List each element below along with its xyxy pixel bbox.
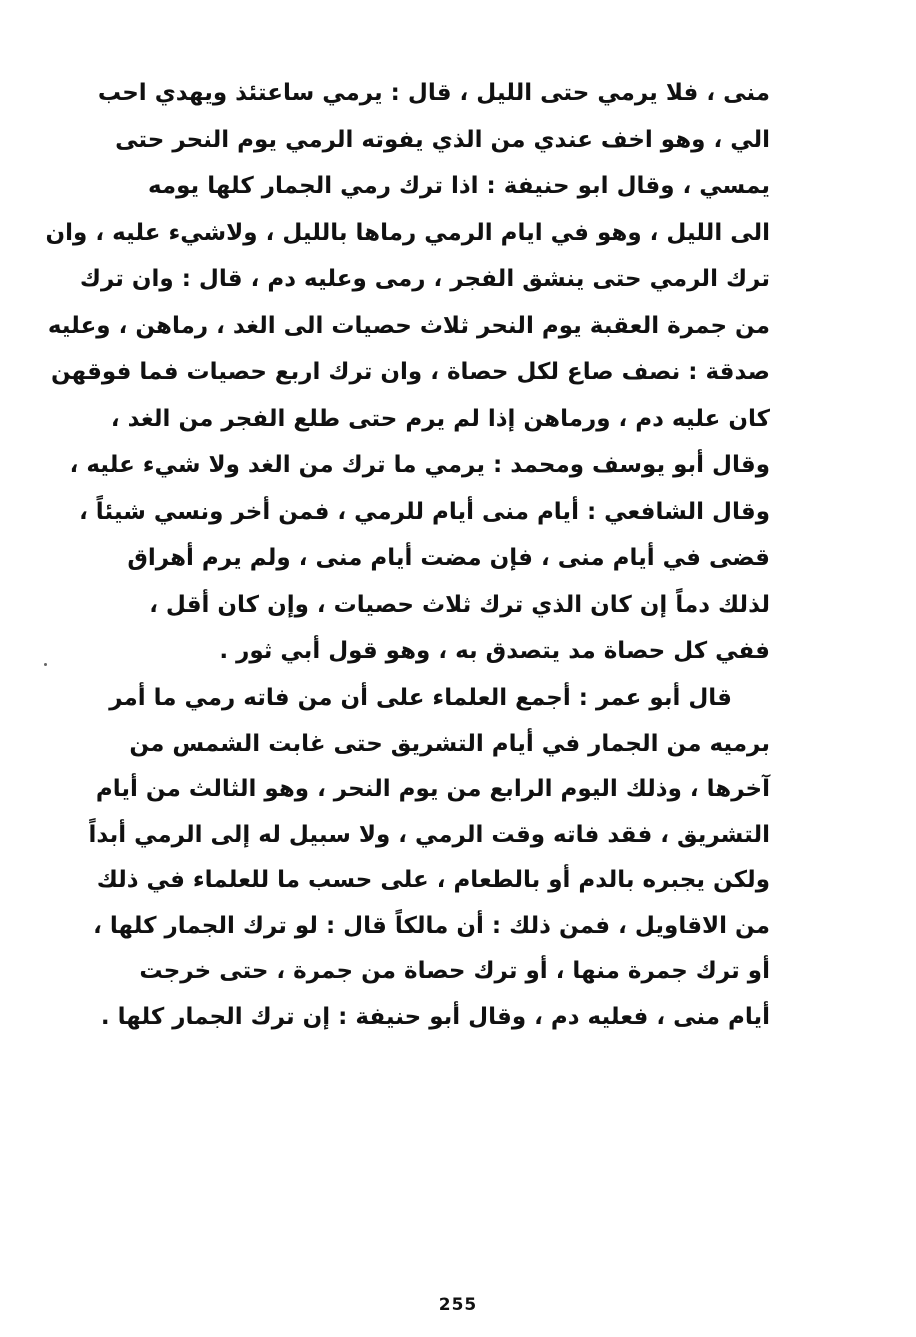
text-line: برميه من الجمار في أيام التشريق حتى غابت الشمس من xyxy=(129,730,770,757)
text-line: قال أبو عمر : أجمع العلماء على أن من فاته رمي ما أمر xyxy=(109,685,732,711)
text-line: من جمرة العقبة يوم النحر ثلاث حصيات الى الغد ، رماهن ، وعليه xyxy=(47,312,770,339)
text-line: ففي كل حصاة مد يتصدق به ، وهو قول أبي ثور . xyxy=(219,638,770,664)
text-line: الي ، وهو اخف عندي من الذي يفوته الرمي يوم النحر حتى xyxy=(115,126,770,153)
text-line: من الاقاويل ، فمن ذلك : أن مالكاً قال : لو ترك الجمار كلها ، xyxy=(93,912,770,939)
text-line: وقال الشافعي : أيام منى أيام للرمي ، فمن أخر ونسي شيئاً ، xyxy=(79,498,770,525)
text-line: الى الليل ، وهو في ايام الرمي رماها بالليل ، ولاشيء عليه ، وان xyxy=(45,219,770,246)
scan-speck xyxy=(44,663,47,666)
text-line: آخرها ، وذلك اليوم الرابع من يوم النحر ، وهو الثالث من أيام xyxy=(95,776,770,802)
text-line: ترك الرمي حتى ينشق الفجر ، رمى وعليه دم ، قال : وان ترك xyxy=(79,266,770,292)
text-line: وقال أبو يوسف ومحمد : يرمي ما ترك من الغد ولا شيء عليه ، xyxy=(69,452,770,478)
text-line: قضى في أيام منى ، فإن مضت أيام منى ، ولم يرم أهراق xyxy=(127,545,770,571)
page-number: 255 xyxy=(438,1295,478,1315)
text-line: أيام منى ، فعليه دم ، وقال أبو حنيفة : إن ترك الجمار كلها . xyxy=(100,1003,770,1030)
paragraph-1 xyxy=(45,70,770,675)
text-line: يمسي ، وقال ابو حنيفة : اذا ترك رمي الجمار كلها يومه xyxy=(147,173,770,199)
text-line: صدقة : نصف صاع لكل حصاة ، وان ترك اربع حصيات فما فوقهن xyxy=(50,359,770,385)
paragraph-2 xyxy=(88,676,770,1040)
text-line: أو ترك جمرة منها ، أو ترك حصاة من جمرة ، حتى خرجت xyxy=(139,958,770,984)
text-line: التشريق ، فقد فاته وقت الرمي ، ولا سبيل له إلى الرمي أبداً xyxy=(88,821,770,848)
text-line: ولكن يجبره بالدم أو بالطعام ، على حسب ما للعلماء في ذلك xyxy=(96,867,770,893)
text-line: كان عليه دم ، ورماهن إذا لم يرم حتى طلع الفجر من الغد ، xyxy=(110,405,770,432)
text-line: منى ، فلا يرمي حتى الليل ، قال : يرمي ساعتئذ ويهدي احب xyxy=(97,80,770,106)
text-line: لذلك دماً إن كان الذي ترك ثلاث حصيات ، وإن كان أقل ، xyxy=(149,591,770,618)
